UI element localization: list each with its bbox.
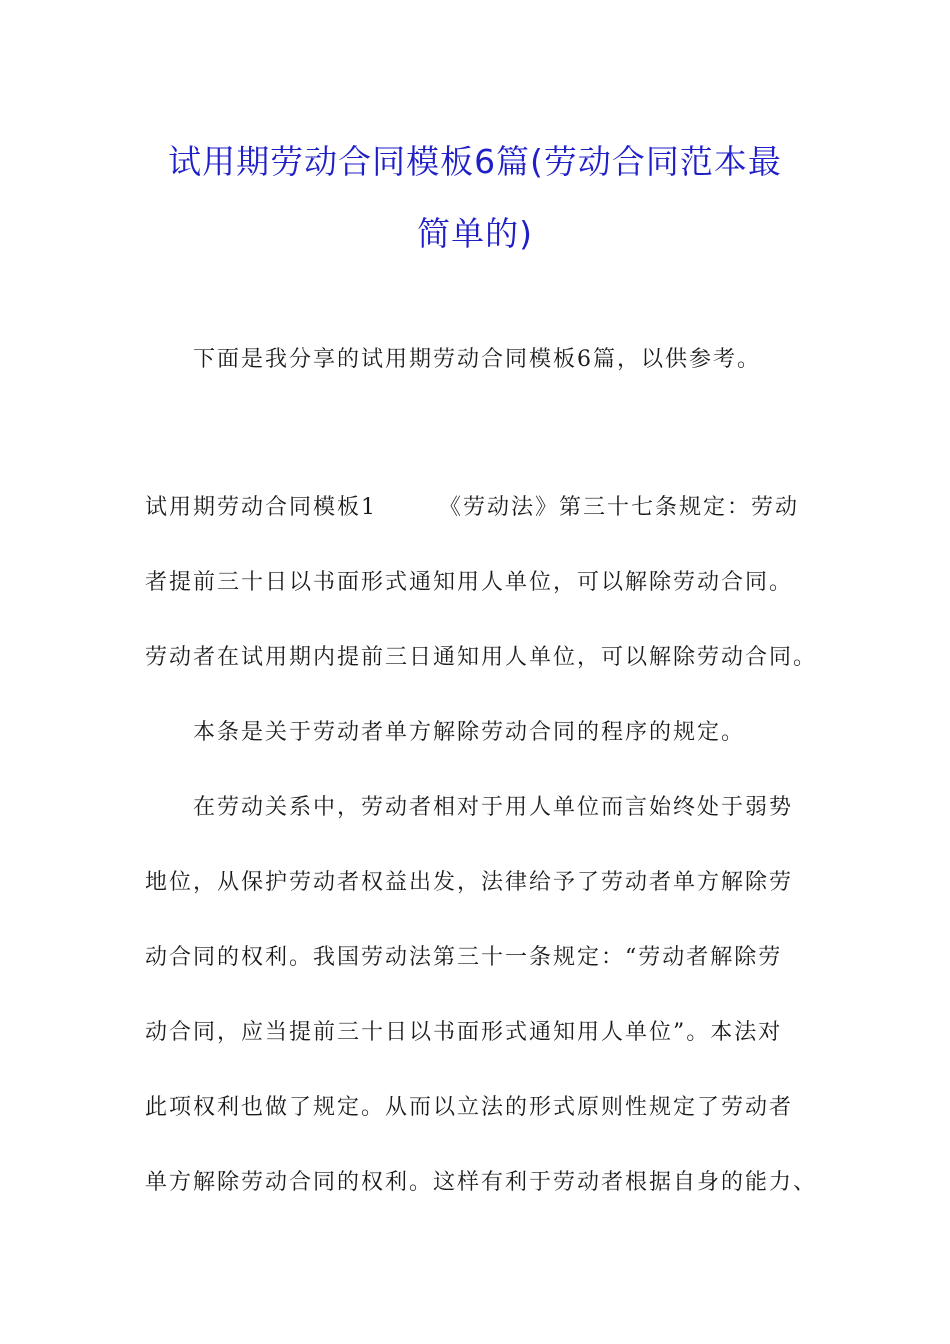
intro-paragraph: 下面是我分享的试用期劳动合同模板6篇，以供参考。 [193,347,761,372]
body-line: 本条是关于劳动者单方解除劳动合同的程序的规定。 [193,720,746,745]
body-line: 动合同的权利。我国劳动法第三十一条规定：“劳动者解除劳 [145,945,783,970]
document-title-line-2: 简单的) [417,214,533,253]
body-line: 此项权利也做了规定。从而以立法的形式原则性规定了劳动者 [145,1095,794,1120]
document-title-line-1: 试用期劳动合同模板6篇(劳动合同范本最 [168,142,782,181]
body-line: 地位，从保护劳动者权益出发，法律给予了劳动者单方解除劳 [145,870,794,895]
section-label: 试用期劳动合同模板1 [145,495,377,520]
body-line: 单方解除劳动合同的权利。这样有利于劳动者根据自身的能力、 [145,1170,818,1195]
body-line: 者提前三十日以书面形式通知用人单位，可以解除劳动合同。 [145,570,794,595]
section-heading-line [145,493,799,523]
body-line: 《劳动法》第三十七条规定：劳动 [439,495,800,520]
body-line: 动合同，应当提前三十日以书面形式通知用人单位”。本法对 [145,1020,783,1045]
body-line: 劳动者在试用期内提前三日通知用人单位，可以解除劳动合同。 [145,645,818,670]
body-line: 在劳动关系中，劳动者相对于用人单位而言始终处于弱势 [193,795,794,820]
